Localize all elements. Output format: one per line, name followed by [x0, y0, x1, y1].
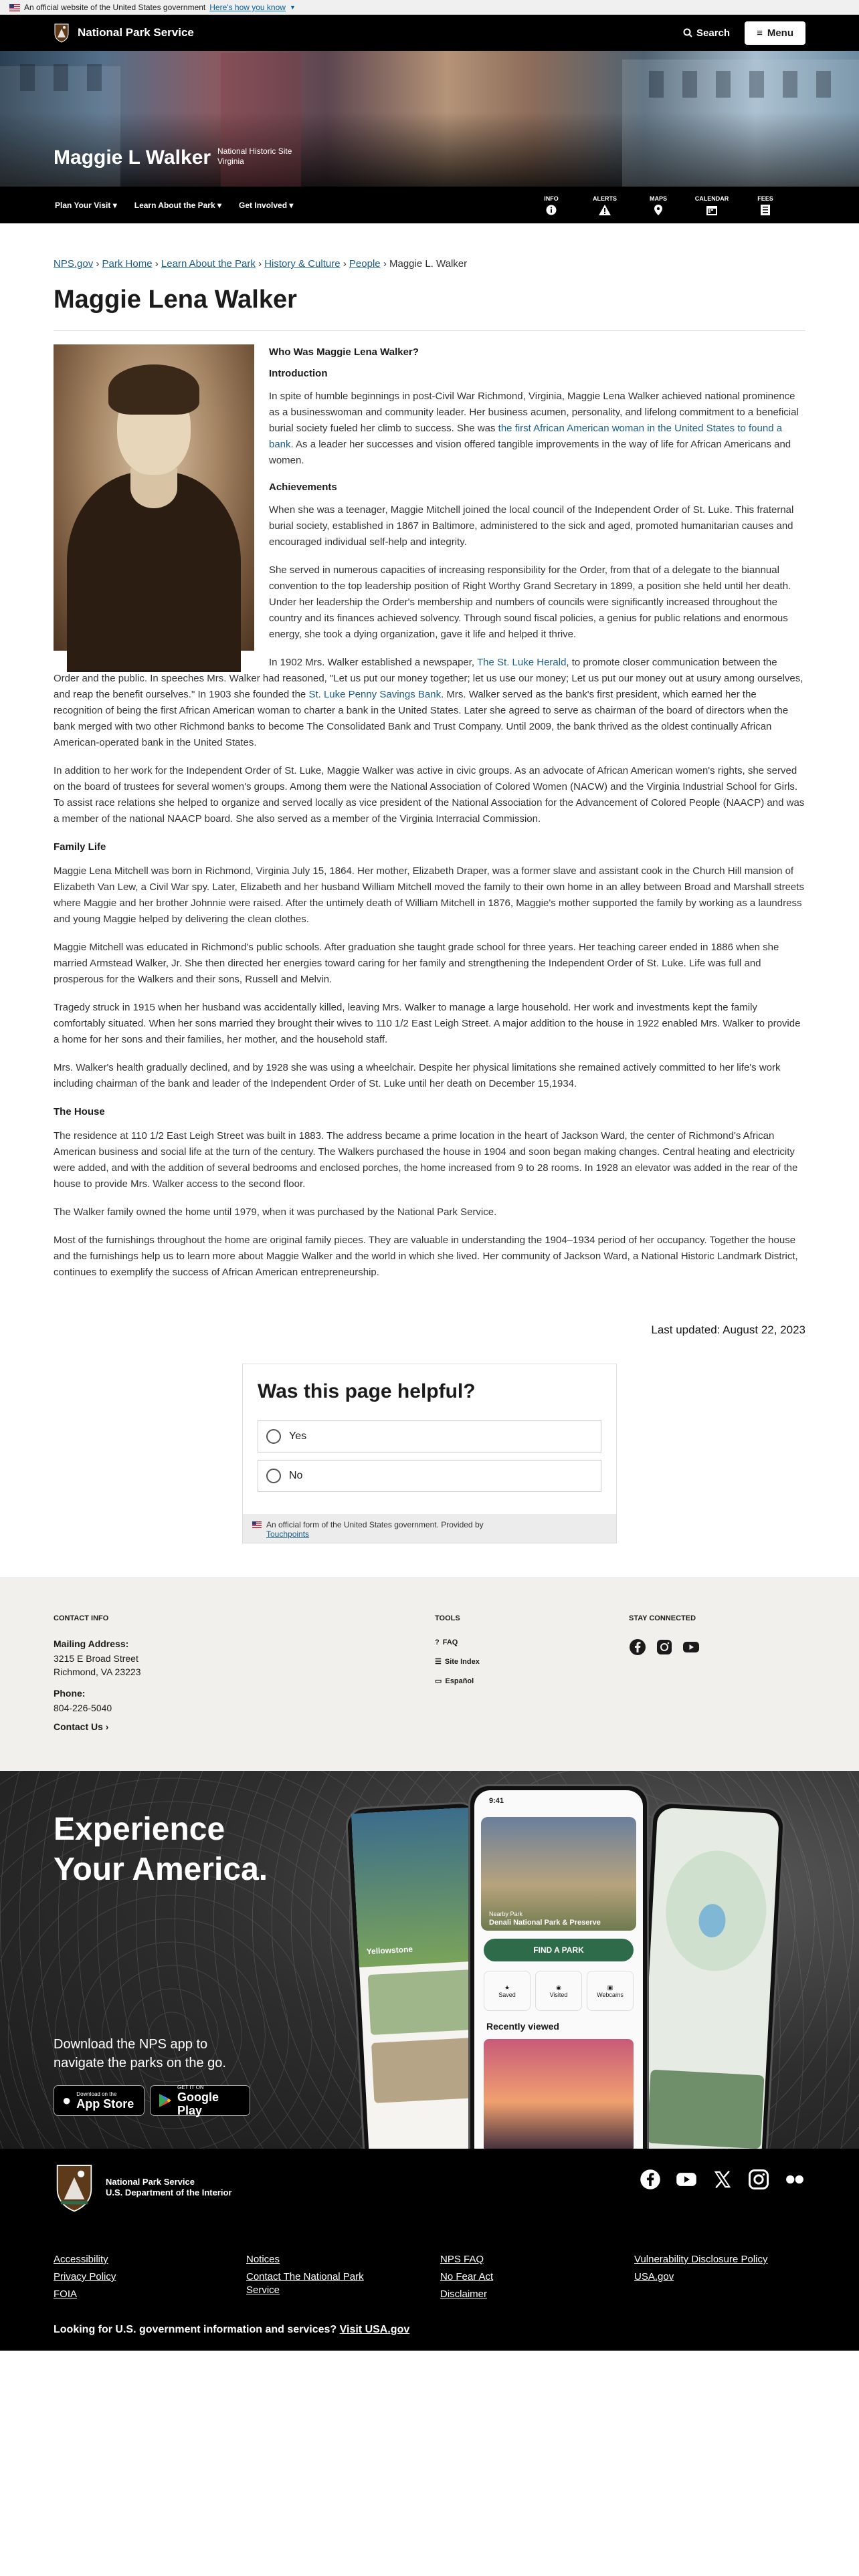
menu-button[interactable] [745, 21, 805, 45]
app-promo [0, 1771, 859, 2149]
footer-contact [0, 1577, 859, 1771]
nav-get-involved[interactable]: Get Involved ▾ [239, 200, 294, 210]
flickr-icon[interactable] [784, 2169, 805, 2190]
site-header [0, 15, 859, 51]
achievements-heading: Achievements [269, 481, 337, 493]
espanol-link[interactable]: ▭ Español [435, 1677, 474, 1685]
youtube-icon[interactable] [682, 1638, 700, 1656]
article-body [54, 344, 805, 1281]
family-life-heading: Family Life [54, 841, 106, 853]
instagram-icon[interactable] [748, 2169, 769, 2190]
tools-heading: TOOLS [435, 1614, 460, 1622]
promo-subtitle: Download the NPS app to navigate the parks on the go. [54, 2037, 226, 2070]
department-name: U.S. Department of the Interior [106, 2187, 232, 2197]
feedback-form [242, 1364, 617, 1543]
util-alerts[interactable]: ALERTS [586, 195, 624, 215]
phone-park-title: Denali National Park & Preserve [489, 1919, 601, 1927]
mailing-address-label: Mailing Address: [54, 1638, 129, 1649]
achievements-paragraph-2: She served in numerous capacities of increasing responsibility for the Order, from that of a delegate to the biannual convention to the top leadership position of Right Worthy Grand Secretary in 1899, a position she held until her death. Under her leadership the Order's membership and numbers of councils were significantly increased throughout the country and its finances achieved solvency. Through sound fiscal policies, a genius for public relations and enormous energy, she took a dying organization, gave it life and helped it thrive. [269, 564, 791, 640]
phone-label: Phone: [54, 1688, 86, 1699]
feedback-title: Was this page helpful? [258, 1380, 476, 1402]
stay-connected-heading: STAY CONNECTED [629, 1614, 696, 1622]
hero-subtitle [217, 146, 292, 167]
intro-heading: Introduction [269, 368, 328, 379]
contact-info-heading: CONTACT INFO [54, 1614, 109, 1622]
faq-link[interactable]: ? FAQ [435, 1638, 458, 1646]
menu-label: Menu [767, 27, 793, 39]
util-info[interactable]: INFO [533, 195, 570, 215]
us-flag-icon [9, 4, 20, 11]
question-circle-icon: ? [435, 1638, 440, 1646]
accessibility-link[interactable]: Accessibility [54, 2254, 108, 2265]
nps-identity[interactable] [54, 2162, 232, 2213]
hero-banner [0, 51, 859, 187]
family-paragraph-3: Tragedy struck in 1915 when her husband was accidentally killed, leaving Mrs. Walker to manage a large household. Her work and investments kept the family comfortably situated. When her sons married they brought their wives to 110 1/2 East Leigh Street. A major addition to the house in 1922 enabled Mrs. Walker to provide a home for her sons and their families, her mother, and the household staff. [54, 1002, 801, 1045]
recently-viewed-heading: Recently viewed [486, 2021, 559, 2032]
family-paragraph-1: Maggie Lena Mitchell was born in Richmond, Virginia July 15, 1864. Her mother, Elizabeth Draper, was a former slave and assistant cook in the Church Hill mansion of Elizabeth Van Lew, a Civil War spy. Later, Elizabeth and her husband William Mitchell moved the family to their own home in an alley between Broad and Marshall streets where Maggie and her brother Johnnie were raised. After the untimely death of William Mitchell in 1876, Maggie's mother supported the family by working as a laundress and young Maggie helped by delivering the clean clothes. [54, 865, 804, 925]
app-store-button[interactable]: ● Download on the App Store [54, 2085, 145, 2116]
receipt-icon [761, 205, 770, 215]
achievements-paragraph-1: When she was a teenager, Maggie Mitchell joined the local council of the Independent Order of St. Luke. This fraternal burial society, established in 1867 in Baltimore, administered to the sick and aged, promoted humanitarian causes and encouraged individual self-help and integrity. [269, 504, 794, 548]
main-content [0, 223, 859, 1543]
usa-gov-link[interactable]: USA.gov [634, 2271, 674, 2282]
list-icon: ☰ [435, 1658, 442, 1666]
breadcrumb-nps-gov[interactable]: NPS.gov [54, 258, 94, 270]
camera-icon: ▣ [607, 1983, 613, 1991]
hero-title: Maggie L Walker [54, 146, 211, 169]
bottom-social [640, 2169, 805, 2190]
promo-title: Experience Your America. [54, 1812, 268, 1887]
util-maps[interactable]: MAPS [640, 195, 677, 215]
facebook-icon[interactable] [640, 2169, 661, 2190]
left-phone-park-name: Yellowstone [366, 1944, 413, 1957]
feedback-yes-option[interactable]: Yes [258, 1420, 601, 1453]
breadcrumb-people[interactable]: People [349, 258, 381, 270]
radio-icon [266, 1469, 281, 1483]
visit-usa-gov-link[interactable]: Visit USA.gov [339, 2324, 410, 2335]
pin-icon: ◉ [556, 1983, 561, 1991]
us-flag-icon [252, 1521, 262, 1528]
instagram-icon[interactable] [656, 1638, 673, 1656]
search-button[interactable] [683, 27, 730, 39]
achievements-paragraph-4: In addition to her work for the Independent Order of St. Luke, Maggie Walker was active in civic groups. As an advocate of African American women's rights, she served on the board of trustees for several women's groups. Among them were the National Association of Colored Women (NACW) and the Virginia Industrial School for Girls. To assist race relations she helped to organize and served locally as vice president of the National Association for the Advancement of Colored People (NAACP) and was a member of the national NAACP board. She also served as a member of the Virginia Interracial Commission. [54, 765, 805, 825]
search-icon [683, 28, 692, 37]
park-nav [0, 187, 859, 223]
heres-how-you-know-link[interactable]: Here's how you know [209, 3, 286, 12]
agency-name: National Park Service [106, 2177, 195, 2187]
arrowhead-logo-icon [54, 2162, 95, 2213]
foia-link[interactable]: FOIA [54, 2288, 78, 2300]
house-paragraph-3: Most of the furnishings throughout the home are original family pieces. They are valuable in understanding the 1904–1934 period of her occupancy. Together the house and the furnishings help us to learn more about Maggie Walker and the world in which she lived. Her community of Jackson Ward, a National Historic Landmark District, continues to exemplify the success of African American entrepreneurship. [54, 1235, 798, 1278]
util-calendar[interactable]: CALENDAR [693, 195, 731, 215]
notices-link[interactable]: Notices [246, 2254, 280, 2265]
breadcrumb-current: Maggie L. Walker [389, 258, 468, 270]
phone-mockup-center: 9:41 Nearby Park Denali National Park & Preserve FIND A PARK ★ Saved ◉ Visited ▣ Webcams Recently viewed [468, 1784, 649, 2172]
chevron-down-icon: ▼ [289, 4, 296, 11]
penny-savings-bank-link[interactable]: St. Luke Penny Savings Bank [308, 689, 442, 700]
x-twitter-icon[interactable] [712, 2169, 733, 2190]
house-paragraph-1: The residence at 110 1/2 East Leigh Street was built in 1883. The address became a prime location in the heart of Jackson Ward, the center of Richmond's African American business and social life at the turn of the century. The Walkers purchased the house in 1904 and soon began making changes. Central heating and electricity were added, and with the addition of several bedrooms and enclosed porches, the home increased from 9 to 28 rooms. In 1928 an elevator was added in the rear of the house to provide Mrs. Walker access to the second floor. [54, 1130, 798, 1190]
address-line-1: 3215 E Broad Street [54, 1653, 138, 1664]
hero-designation: National Historic Site [217, 146, 292, 156]
family-paragraph-4: Mrs. Walker's health gradually declined, and by 1928 she was using a wheelchair. Despite her physical limitations she remained actively committed to her life's work including chairman of the bank and leader of the Independent Order of St. Luke until her death on December 15,1934. [54, 1062, 781, 1089]
find-a-park-button: FIND A PARK [484, 1939, 634, 1961]
nps-brand-link[interactable] [54, 23, 194, 43]
divider [54, 330, 805, 331]
breadcrumb-learn-about-the-park[interactable]: Learn About the Park [161, 258, 256, 270]
feedback-footer: An official form of the United States government. Provided by Touchpoints [243, 1514, 616, 1543]
site-index-link[interactable]: ☰ Site Index [435, 1657, 480, 1666]
phone-nearby-label: Nearby Park [489, 1911, 523, 1917]
util-fees[interactable]: FEES [747, 195, 784, 215]
question-heading: Who Was Maggie Lena Walker? [269, 346, 419, 358]
touchpoints-link[interactable]: Touchpoints [266, 1529, 310, 1539]
nav-plan-your-visit[interactable]: Plan Your Visit ▾ [55, 200, 117, 210]
usa-gov-line: Looking for U.S. government information and services? Visit USA.gov [54, 2324, 410, 2335]
achievements-paragraph-3: In 1902 Mrs. Walker established a newspaper, The St. Luke Herald, to promote closer communication between the Order and the public. In speeches Mrs. Walker had reasoned, "Let us put our money together; let us use our money; Let us put our money out at usury among ourselves, and reap the benefit ourselves." In 1903 she founded the St. Luke Penny Savings Bank. Mrs. Walker served as the bank's first president, which earned her the recognition of being the first African American woman to charter a bank in the United States. Later she agreed to serve as chairman of the board of directors when the bank merged with two other Richmond banks to become The Consolidated Bank and Trust Company. Until 2009, the bank thrived as the oldest continually African American-operated bank in the United States. [54, 657, 803, 748]
contact-nps-link[interactable]: Contact The National Park Service [246, 2271, 364, 2296]
disclaimer-link[interactable]: Disclaimer [440, 2288, 488, 2300]
bottom-footer [0, 2149, 859, 2351]
arrowhead-logo-icon [54, 23, 70, 43]
breadcrumb: NPS.gov › Park Home › Learn About the Park › History & Culture › People › Maggie L. Walker [54, 258, 468, 270]
breadcrumb-park-home[interactable]: Park Home [102, 258, 153, 270]
star-icon: ★ [504, 1983, 510, 1991]
nav-learn-about-the-park[interactable]: Learn About the Park ▾ [134, 200, 222, 210]
info-icon [546, 205, 557, 215]
house-heading: The House [54, 1106, 105, 1117]
page-title: Maggie Lena Walker [54, 286, 297, 314]
calendar-icon [706, 205, 717, 215]
youtube-icon[interactable] [676, 2169, 697, 2190]
map-pin-icon [654, 205, 662, 215]
phone-mockup-right [632, 1801, 785, 2182]
feedback-no-option[interactable]: No [258, 1460, 601, 1492]
hamburger-icon: ≡ [757, 27, 763, 39]
hero-state: Virginia [217, 156, 244, 166]
first-bank-link[interactable]: the first African American woman in the United States to found a bank [269, 423, 783, 450]
maggie-walker-portrait [54, 344, 254, 651]
search-label: Search [696, 27, 731, 39]
last-updated: Last updated: August 22, 2023 [651, 1323, 805, 1336]
facebook-icon[interactable] [629, 1638, 646, 1656]
gov-banner-text: An official website of the United States government [24, 3, 206, 12]
phone-number[interactable]: 804-226-5040 [54, 1703, 112, 1713]
bottom-links [54, 2253, 815, 2301]
vulnerability-disclosure-link[interactable]: Vulnerability Disclosure Policy [634, 2254, 768, 2265]
nps-faq-link[interactable]: NPS FAQ [440, 2254, 484, 2265]
st-luke-herald-link[interactable]: The St. Luke Herald [477, 657, 567, 668]
contact-us-link[interactable]: Contact Us › [54, 1721, 109, 1732]
privacy-policy-link[interactable]: Privacy Policy [54, 2271, 116, 2282]
breadcrumb-history-culture[interactable]: History & Culture [264, 258, 341, 270]
phone-time: 9:41 [489, 1797, 504, 1805]
intro-paragraph: In spite of humble beginnings in post-Civil War Richmond, Virginia, Maggie Lena Walker achieved national prominence as a businesswoman and community leader. Her business acumen, personality, and lifelong commitment to a beneficial burial society fueled her climb to success. She was the first African American woman in the United States to found a bank. As a leader her successes and vision offered tangible improvements in the way of life for African Americans and women. [269, 391, 799, 466]
google-play-button[interactable]: GET IT ON Google Play [150, 2085, 250, 2116]
google-play-icon [159, 2093, 172, 2108]
speech-bubble-icon: ▭ [435, 1677, 442, 1685]
family-paragraph-2: Maggie Mitchell was educated in Richmond's public schools. After graduation she taught grade school for three years. Her teaching career ended in 1886 when she married Armstead Walker, Jr. She then directed her energies toward caring for her family and strengthening the Independent Order of St. Luke. Life was full and prosperous for the Walkers and their sons, Russell and Melvin. [54, 942, 779, 985]
alert-triangle-icon [599, 205, 611, 215]
apple-icon: ● [62, 2092, 72, 2109]
no-fear-act-link[interactable]: No Fear Act [440, 2271, 494, 2282]
house-paragraph-2: The Walker family owned the home until 1979, when it was purchased by the National Park Service. [54, 1206, 497, 1218]
gov-banner [0, 0, 859, 15]
radio-icon [266, 1429, 281, 1444]
address-line-2: Richmond, VA 23223 [54, 1667, 141, 1677]
brand-name: National Park Service [78, 26, 194, 39]
